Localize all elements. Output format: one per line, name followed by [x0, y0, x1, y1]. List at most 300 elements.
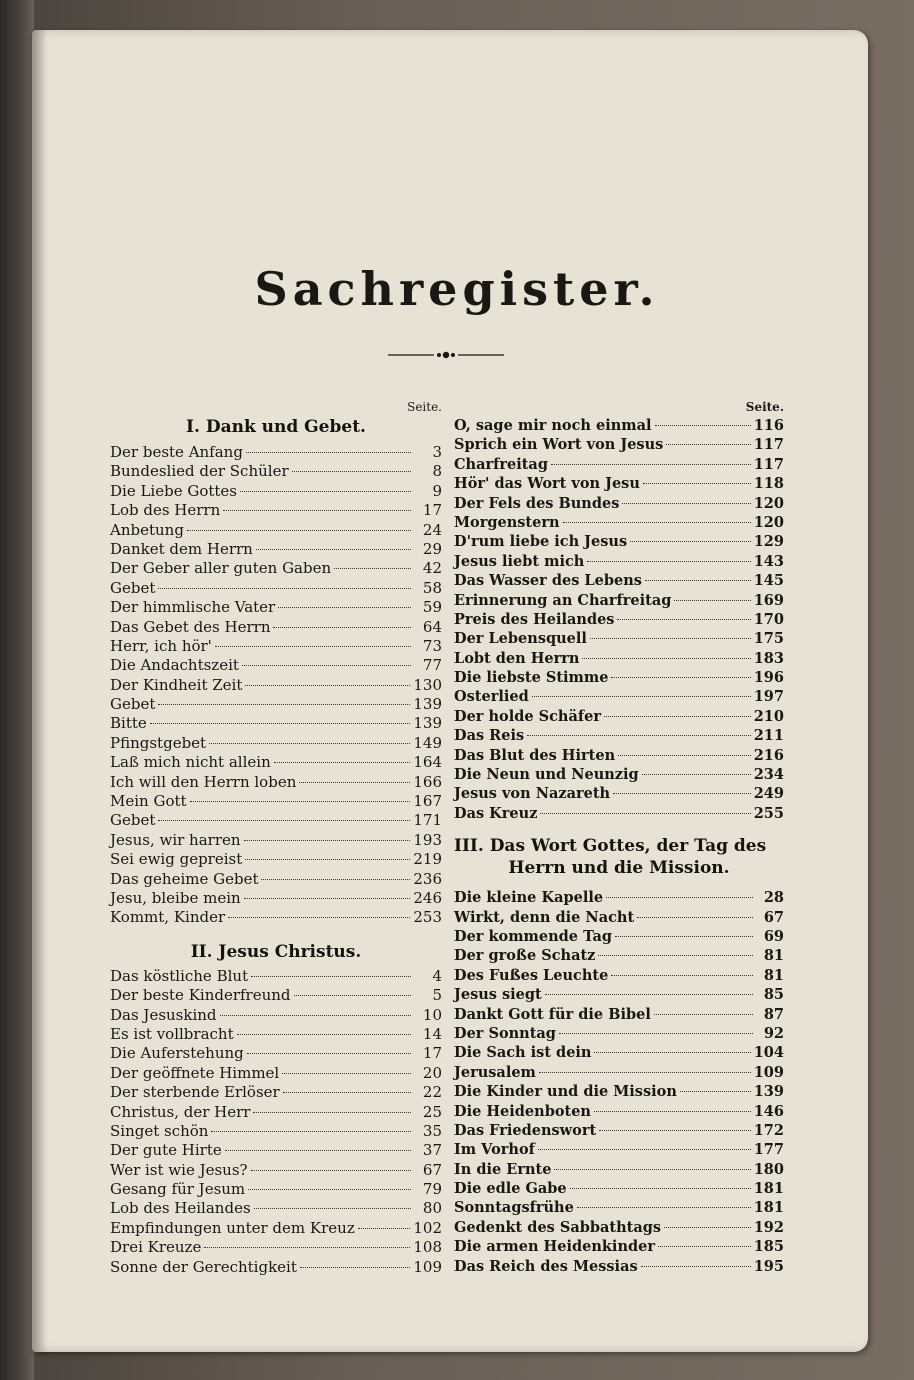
dot-leader: [598, 955, 753, 956]
entry-page-number: 169: [753, 591, 784, 609]
entry-title: Charfreitag: [454, 455, 548, 473]
dot-leader: [273, 627, 411, 628]
index-entry: [110, 501, 442, 520]
dot-leader: [611, 975, 753, 976]
entry-page-number: 80: [422, 1199, 442, 1218]
dot-leader: [654, 1014, 753, 1015]
index-entry: [454, 888, 784, 907]
index-column-left: [110, 398, 442, 1277]
dot-leader: [643, 483, 751, 484]
entry-page-number: 17: [422, 1044, 442, 1063]
index-entry: [454, 494, 784, 513]
index-entry: [110, 967, 442, 986]
index-entry: [454, 435, 784, 454]
entry-page-number: 167: [413, 792, 442, 811]
entry-title: Die Heidenboten: [454, 1102, 591, 1120]
index-entry: [454, 1024, 784, 1043]
index-entry: [454, 455, 784, 474]
entry-page-number: 139: [753, 1083, 784, 1101]
entry-title: Hör' das Wort von Jesu: [454, 475, 640, 493]
entry-page-number: 195: [753, 1257, 784, 1275]
index-entry: [454, 1063, 784, 1082]
entry-title: Sonne der Gerechtigkeit: [110, 1257, 297, 1276]
index-entry: [110, 870, 442, 889]
dot-leader: [611, 677, 750, 678]
entry-title: Sonntagsfrühe: [454, 1199, 574, 1217]
entry-page-number: 192: [753, 1218, 784, 1236]
dot-leader: [211, 1131, 411, 1132]
dot-leader: [587, 561, 750, 562]
index-entry: [454, 1237, 784, 1256]
dot-leader: [563, 522, 751, 523]
section-heading-3-line-2: Herrn und die Mission.: [508, 858, 730, 879]
entry-title: Wer ist wie Jesus?: [110, 1160, 248, 1179]
entry-title: Das Friedenswort: [454, 1121, 597, 1139]
index-entry: [110, 1025, 442, 1044]
entry-page-number: 164: [413, 753, 442, 772]
entry-title: Danket dem Herrn: [110, 539, 253, 558]
entry-page-number: 197: [753, 688, 784, 706]
entry-title: Gebet: [110, 695, 156, 714]
entry-page-number: 249: [753, 785, 784, 803]
index-entry: [110, 1064, 442, 1083]
dot-leader: [253, 1112, 411, 1113]
dot-leader: [582, 658, 750, 659]
entry-page-number: 17: [422, 501, 442, 520]
entry-title: Mein Gott: [110, 792, 187, 811]
dot-leader: [187, 530, 411, 531]
dot-leader: [248, 1189, 411, 1190]
index-entry: [110, 598, 442, 617]
dot-leader: [680, 1091, 751, 1092]
entry-page-number: 120: [753, 513, 784, 531]
entry-page-number: 24: [422, 520, 442, 539]
entry-page-number: 102: [413, 1218, 442, 1237]
dot-leader: [622, 503, 750, 504]
index-entry: [110, 1238, 442, 1257]
entry-title: Preis des Heilandes: [454, 610, 615, 628]
entry-page-number: 9: [432, 481, 442, 500]
dot-leader: [251, 976, 411, 977]
index-entry: [110, 1006, 442, 1025]
entry-page-number: 58: [422, 578, 442, 597]
entry-title: Laß mich nicht allein: [110, 753, 271, 772]
dot-leader: [261, 879, 410, 880]
entry-title: Lob des Herrn: [110, 501, 221, 520]
entry-title: Der Geber aller guten Gaben: [110, 559, 332, 578]
index-entry: [454, 1160, 784, 1179]
entry-title: Jerusalem: [454, 1063, 536, 1081]
entry-title: Des Fußes Leuchte: [454, 966, 609, 984]
dot-leader: [237, 1034, 411, 1035]
entry-title: Bitte: [110, 714, 147, 733]
entry-title: Der Sonntag: [454, 1024, 556, 1042]
index-entry: [110, 1103, 442, 1122]
entry-title: Lob des Heilandes: [110, 1199, 251, 1218]
dot-leader: [150, 723, 411, 724]
dot-leader: [545, 994, 753, 995]
entry-title: Pfingstgebet: [110, 733, 207, 752]
dot-leader: [245, 685, 410, 686]
entry-title: Der beste Kinderfreund: [110, 986, 291, 1005]
entry-page-number: 216: [753, 746, 784, 764]
entry-title: Anbetung: [110, 520, 184, 539]
entry-title: Der kommende Tag: [454, 927, 613, 945]
dot-leader: [240, 491, 411, 492]
dot-leader: [570, 1188, 751, 1189]
index-entry: [454, 416, 784, 435]
index-entry: [110, 773, 442, 792]
entry-page-number: 29: [422, 539, 442, 558]
index-entry: [454, 784, 784, 803]
section-heading-2: II. Jesus Christus.: [190, 941, 362, 962]
entry-page-number: 109: [413, 1257, 442, 1276]
index-entry: [454, 726, 784, 745]
dot-leader: [158, 704, 410, 705]
entry-page-number: 117: [753, 436, 784, 454]
entry-page-number: 67: [763, 908, 784, 926]
index-entry: [454, 1257, 784, 1276]
entry-title: D'rum liebe ich Jesus: [454, 533, 628, 551]
dot-leader: [223, 510, 411, 511]
entry-title: Das Reich des Messias: [454, 1257, 638, 1275]
entry-page-number: 67: [422, 1160, 442, 1179]
dot-leader: [358, 1228, 411, 1229]
dot-leader: [641, 1266, 751, 1267]
dot-leader: [190, 801, 411, 802]
dot-leader: [245, 859, 410, 860]
entry-page-number: 85: [763, 986, 784, 1004]
entry-title: Lobt den Herrn: [454, 649, 580, 667]
entry-title: Die liebste Stimme: [454, 669, 609, 687]
entry-title: Der geöffnete Himmel: [110, 1063, 280, 1082]
index-entry: [110, 521, 442, 540]
entry-page-number: 73: [422, 636, 442, 655]
entry-page-number: 79: [422, 1180, 442, 1199]
index-entry: [454, 985, 784, 1004]
entry-title: Kommt, Kinder: [110, 908, 226, 927]
dot-leader: [604, 716, 751, 717]
entry-title: Wirkt, denn die Nacht: [454, 908, 635, 926]
entry-page-number: 10: [422, 1005, 442, 1024]
index-entry: [110, 831, 442, 850]
dot-leader: [254, 1208, 411, 1209]
index-entry: [110, 1258, 442, 1277]
entry-page-number: 104: [753, 1044, 784, 1062]
entry-title: Sprich ein Wort von Jesus: [454, 436, 664, 454]
entry-page-number: 177: [753, 1141, 784, 1159]
entry-title: Dankt Gott für die Bibel: [454, 1005, 651, 1023]
dot-leader: [674, 600, 750, 601]
dot-leader: [247, 1053, 411, 1054]
index-entry: [454, 804, 784, 823]
dot-leader: [274, 762, 411, 763]
index-entry: [454, 1179, 784, 1198]
entry-title: Jesu, bleibe mein: [110, 888, 241, 907]
entry-page-number: 175: [753, 630, 784, 648]
index-entry: [110, 714, 442, 733]
index-entry: [110, 1122, 442, 1141]
entry-title: Der gute Hirte: [110, 1141, 222, 1160]
index-entry: [454, 1082, 784, 1101]
dot-leader: [613, 793, 751, 794]
entry-title: Die Sach ist dein: [454, 1044, 592, 1062]
dot-leader: [606, 897, 753, 898]
entry-page-number: 14: [422, 1024, 442, 1043]
index-entry: [454, 1102, 784, 1121]
entry-list-section-2-continued: [454, 416, 784, 823]
dot-leader: [334, 568, 411, 569]
entry-page-number: 146: [753, 1102, 784, 1120]
entry-page-number: 219: [413, 850, 442, 869]
entry-title: Der Fels des Bundes: [454, 494, 620, 512]
index-entry: [454, 649, 784, 668]
index-entry: [454, 1005, 784, 1024]
entry-page-number: 25: [422, 1102, 442, 1121]
entry-page-number: 170: [753, 610, 784, 628]
entry-title: Jesus, wir harren: [110, 830, 241, 849]
dot-leader: [158, 588, 411, 589]
dot-leader: [278, 607, 411, 608]
page-gutter-shadow: [32, 30, 48, 1352]
entry-page-number: 171: [413, 811, 442, 830]
divider-ornament-icon: [388, 348, 504, 362]
entry-title: Christus, der Herr: [110, 1102, 251, 1121]
index-entry: [110, 1141, 442, 1160]
index-entry: [110, 1083, 442, 1102]
dot-leader: [615, 936, 753, 937]
dot-leader: [539, 1072, 751, 1073]
entry-page-number: 120: [753, 494, 784, 512]
section-heading-3: III. Das Wort Gottes, der Tag des: [454, 836, 767, 857]
dot-leader: [594, 1111, 751, 1112]
dot-leader: [590, 638, 751, 639]
entry-page-number: 130: [413, 675, 442, 694]
index-entry: [454, 1198, 784, 1217]
entry-page-number: 22: [422, 1083, 442, 1102]
entry-page-number: 180: [753, 1160, 784, 1178]
dot-leader: [645, 580, 751, 581]
index-entry: [110, 676, 442, 695]
entry-page-number: 143: [753, 552, 784, 570]
entry-page-number: 116: [753, 417, 784, 434]
entry-page-number: 92: [763, 1024, 784, 1042]
dot-leader: [599, 1130, 751, 1131]
index-entry: [454, 908, 784, 927]
index-entry: [454, 532, 784, 551]
entry-page-number: 234: [753, 766, 784, 784]
index-entry: [110, 889, 442, 908]
entry-title: Das köstliche Blut: [110, 966, 249, 985]
index-entry: [110, 792, 442, 811]
entry-title: Der große Schatz: [454, 947, 596, 965]
index-entry: [110, 482, 442, 501]
dot-leader: [540, 813, 750, 814]
index-entry: [110, 1044, 442, 1063]
index-entry: [454, 552, 784, 571]
dot-leader: [225, 1150, 411, 1151]
entry-title: Im Vorhof: [454, 1141, 535, 1159]
index-entry: [454, 610, 784, 629]
index-entry: [110, 559, 442, 578]
entry-title: Das Jesuskind: [110, 1005, 217, 1024]
entry-page-number: 193: [413, 830, 442, 849]
index-entry: [454, 629, 784, 648]
index-entry: [454, 474, 784, 493]
dot-leader: [666, 444, 750, 445]
dot-leader: [637, 917, 753, 918]
entry-title: Das Kreuz: [454, 804, 538, 822]
entry-title: Ich will den Herrn loben: [110, 772, 297, 791]
entry-title: Das Wasser des Lebens: [454, 572, 642, 590]
entry-title: Der holde Schäfer: [454, 707, 601, 725]
entry-page-number: 166: [413, 772, 442, 791]
entry-page-number: 108: [413, 1238, 442, 1257]
dot-leader: [292, 471, 411, 472]
index-entry: [454, 571, 784, 590]
entry-title: Der beste Anfang: [110, 443, 243, 461]
index-entry: [454, 946, 784, 965]
entry-page-number: 172: [753, 1121, 784, 1139]
dot-leader: [228, 917, 410, 918]
dot-leader: [251, 1170, 411, 1171]
entry-page-number: 37: [422, 1141, 442, 1160]
index-entry: [454, 927, 784, 946]
dot-leader: [527, 735, 751, 736]
entry-title: Die armen Heidenkinder: [454, 1238, 655, 1256]
entry-title: Gedenkt des Sabbathtags: [454, 1218, 662, 1236]
index-entry: [454, 966, 784, 985]
entry-page-number: 69: [763, 927, 784, 945]
entry-page-number: 35: [422, 1121, 442, 1140]
entry-title: Die Auferstehung: [110, 1044, 244, 1063]
dot-leader: [551, 464, 751, 465]
dot-leader: [559, 1033, 753, 1034]
entry-title: Das geheime Gebet: [110, 869, 259, 888]
index-entry: [454, 513, 784, 532]
index-entry: [110, 443, 442, 462]
entry-title: Es ist vollbracht: [110, 1024, 234, 1043]
entry-list-section-2: [110, 967, 442, 1277]
entry-page-number: 3: [432, 443, 442, 461]
entry-page-number: 255: [753, 804, 784, 822]
entry-page-number: 139: [413, 695, 442, 714]
entry-page-number: 5: [432, 986, 442, 1005]
index-entry: [110, 462, 442, 481]
entry-page-number: 64: [422, 617, 442, 636]
entry-title: Erinnerung an Charfreitag: [454, 591, 672, 609]
entry-page-number: 117: [753, 455, 784, 473]
entry-page-number: 81: [763, 966, 784, 984]
entry-title: O, sage mir noch einmal: [454, 417, 652, 434]
entry-page-number: 246: [413, 888, 442, 907]
index-entry: [454, 1140, 784, 1159]
index-column-right: [454, 398, 784, 1276]
entry-title: Die Kinder und die Mission: [454, 1083, 677, 1101]
dot-leader: [532, 696, 751, 697]
dot-leader: [577, 1207, 751, 1208]
dot-leader: [282, 1073, 411, 1074]
entry-page-number: 20: [422, 1063, 442, 1082]
entry-list-section-3: [454, 888, 784, 1276]
index-entry: [454, 687, 784, 706]
index-entry: [110, 637, 442, 656]
entry-page-number: 139: [413, 714, 442, 733]
entry-title: Die kleine Kapelle: [454, 889, 604, 907]
dot-leader: [299, 782, 410, 783]
dot-leader: [215, 646, 411, 647]
entry-page-number: 183: [753, 649, 784, 667]
entry-title: Gebet: [110, 578, 156, 597]
entry-title: Empfindungen unter dem Kreuz: [110, 1218, 355, 1237]
index-entry: [110, 1219, 442, 1238]
entry-page-number: 109: [753, 1063, 784, 1081]
index-entry: [454, 1218, 784, 1237]
entry-page-number: 181: [753, 1199, 784, 1217]
dot-leader: [664, 1227, 751, 1228]
entry-page-number: 185: [753, 1238, 784, 1256]
index-entry: [454, 591, 784, 610]
dot-leader: [283, 1092, 411, 1093]
page-column-label: Seite.: [745, 400, 784, 414]
dot-leader: [256, 549, 411, 550]
entry-title: Osterlied: [454, 688, 529, 706]
dot-leader: [294, 995, 411, 996]
dot-leader: [244, 840, 411, 841]
section-heading-1: I. Dank und Gebet.: [186, 417, 366, 437]
entry-page-number: 210: [753, 707, 784, 725]
entry-title: Die Neun und Neunzig: [454, 766, 639, 784]
dot-leader: [658, 1246, 751, 1247]
dot-leader: [538, 1149, 751, 1150]
index-entry: [110, 811, 442, 830]
entry-page-number: 236: [413, 869, 442, 888]
entry-title: Die Andachtszeit: [110, 656, 239, 675]
dot-leader: [209, 743, 410, 744]
dot-leader: [204, 1247, 410, 1248]
index-entry: [110, 540, 442, 559]
dot-leader: [246, 452, 411, 453]
index-entry: [454, 1043, 784, 1062]
entry-title: Der Lebensquell: [454, 630, 587, 648]
entry-title: Jesus liebt mich: [454, 552, 585, 570]
index-entry: [110, 579, 442, 598]
entry-title: Jesus siegt: [454, 986, 542, 1004]
dot-leader: [655, 425, 751, 426]
entry-page-number: 42: [422, 559, 442, 578]
dot-leader: [554, 1169, 750, 1170]
entry-page-number: 211: [753, 727, 784, 745]
dot-leader: [642, 774, 751, 775]
entry-page-number: 8: [432, 462, 442, 481]
entry-title: Sei ewig gepreist: [110, 850, 243, 869]
index-entry: [110, 908, 442, 927]
index-entry: [110, 986, 442, 1005]
entry-title: Die Liebe Gottes: [110, 481, 237, 500]
entry-page-number: 59: [422, 598, 442, 617]
dot-leader: [242, 665, 411, 666]
dot-leader: [158, 820, 410, 821]
entry-title: Das Reis: [454, 727, 525, 745]
entry-title: Der sterbende Erlöser: [110, 1083, 280, 1102]
entry-page-number: 81: [763, 947, 784, 965]
book-spine-edge: [0, 0, 34, 1380]
index-entry: [454, 746, 784, 765]
entry-title: Der Kindheit Zeit: [110, 675, 243, 694]
entry-page-number: 4: [432, 966, 442, 985]
entry-page-number: 253: [413, 908, 442, 927]
entry-title: Bundeslied der Schüler: [110, 462, 289, 481]
